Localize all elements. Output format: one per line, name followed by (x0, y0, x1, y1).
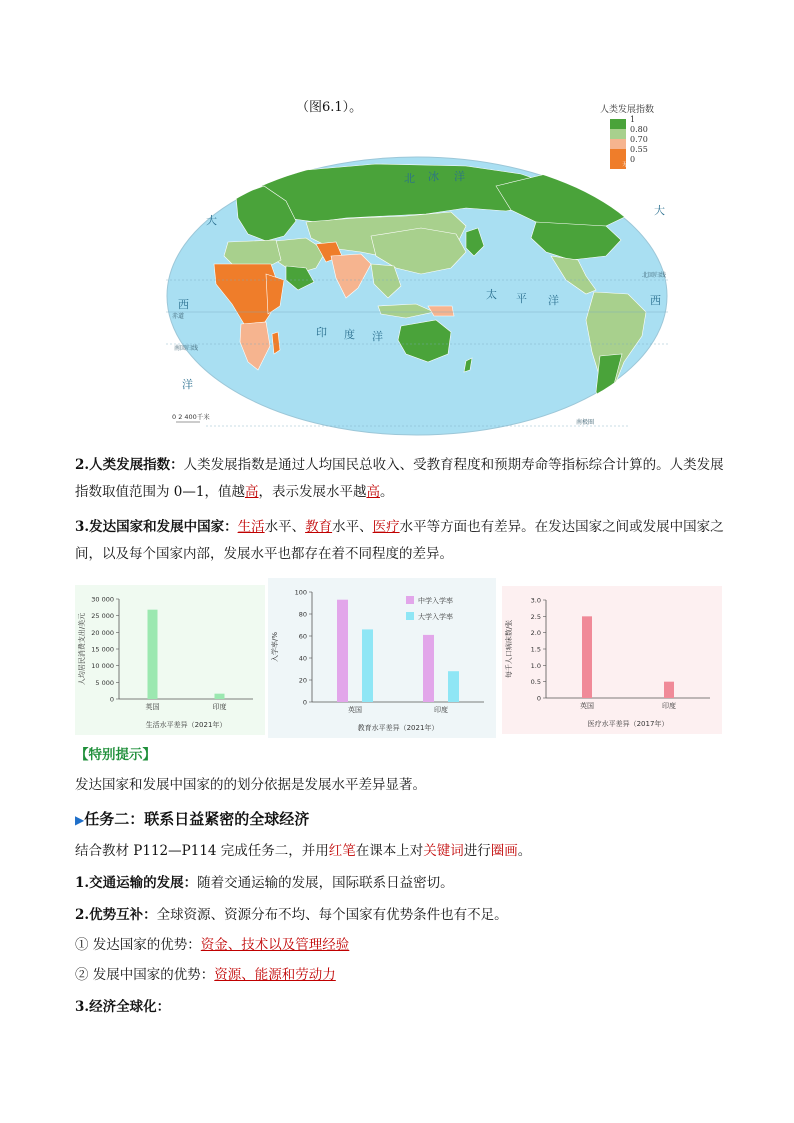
x-tick-label: 印度 (662, 702, 676, 710)
legend-label: 大学入学率 (418, 613, 453, 621)
chart-svg (502, 586, 722, 734)
y-axis-label: 入学率/% (271, 631, 279, 663)
item-complementary (75, 902, 735, 929)
ocean-label: 西 (178, 298, 189, 311)
developed-answer: 资金、技术以及管理经验 (200, 937, 350, 953)
y-axis-label: 人均居民消费支出/美元 (78, 612, 86, 686)
equator-label: 赤道 (172, 313, 185, 320)
answer-living: 生活 (237, 519, 265, 535)
instr-c: 进行 (463, 843, 491, 859)
developing-lead: ② 发展中国家的优势： (75, 967, 215, 983)
bar (448, 671, 459, 702)
y-tick-label: 25 000 (91, 612, 114, 621)
answer-high-1: 高 (244, 484, 259, 500)
ocean-label: 洋 (454, 170, 465, 183)
legend-value: 0.55 (630, 145, 648, 154)
item-globalization (75, 994, 735, 1021)
y-tick-label: 20 000 (91, 628, 114, 637)
chart-background (502, 586, 722, 734)
y-tick-label: 15 000 (91, 645, 114, 654)
chart-living-standard (75, 585, 265, 735)
globalization-lead: 3.经济全球化： (75, 999, 171, 1015)
x-tick-label: 印度 (434, 706, 448, 714)
ocean-label: 太 (486, 288, 497, 301)
x-tick-label: 英国 (348, 706, 362, 714)
answer-high-2: 高 (366, 484, 380, 500)
task-instruction (75, 838, 735, 865)
ocean-label: 西 (650, 294, 661, 307)
ocean-label: 平 (516, 292, 527, 305)
ocean-label: 北 (404, 172, 415, 185)
legend-swatch-high (610, 129, 626, 139)
bar (148, 610, 158, 699)
legend-value: 1 (630, 115, 636, 124)
ocean-label: 冰 (428, 170, 439, 183)
chart-title: 生活水平差异（2021年） (145, 721, 227, 729)
dev-sep2: 水平、 (332, 519, 373, 535)
hdi-end: 。 (379, 484, 394, 500)
world-hdi-map (166, 156, 668, 436)
instr-red-pen: 红笔 (328, 843, 356, 859)
y-tick-label: 80 (298, 610, 307, 619)
item-transport (75, 870, 735, 897)
complementary-lead: 2.优势互补： (75, 907, 157, 923)
figure-caption: （图6.1）。 (296, 100, 363, 115)
paragraph-hdi (75, 452, 735, 506)
hint-body: 发达国家和发展中国家的的划分依据是发展水平差异显著。 (75, 777, 426, 793)
y-tick-label: 10 000 (91, 662, 114, 671)
legend-title: 人类发展指数 (600, 105, 655, 115)
bar (664, 682, 674, 698)
x-tick-label: 英国 (145, 703, 160, 711)
y-tick-label: 40 (298, 654, 307, 663)
chart-svg (75, 585, 265, 735)
answer-education: 教育 (305, 519, 333, 535)
hdi-body: 人类发展指数是通过人均国民总收入、受教育程度和预期寿命等指标综合计算的。人类发展指数取值范围为 0—1，值越 (75, 457, 724, 500)
bar (337, 600, 348, 702)
tropic-south-label: 南回归线 (174, 345, 199, 352)
y-tick-label: 100 (294, 588, 307, 597)
instr-keywords: 关键词 (423, 843, 464, 859)
hint-title (75, 742, 735, 769)
developing-answer: 资源、能源和劳动力 (214, 967, 336, 983)
y-tick-label: 5 000 (95, 678, 114, 687)
ocean-label: 大 (654, 204, 665, 217)
y-tick-label: 2.0 (530, 629, 541, 638)
instr-d: 。 (517, 843, 532, 859)
legend-value: 0 (630, 155, 636, 164)
legend-nodata-label: 无数据 (622, 162, 628, 184)
ocean-label: 大 (206, 214, 217, 227)
y-tick-label: 0 (536, 694, 541, 703)
legend-label: 中学入学率 (418, 597, 453, 605)
bar (215, 694, 225, 699)
instr-a: 结合教材 P112—P114 完成任务二，并用 (75, 843, 329, 859)
bar (362, 629, 373, 702)
ocean-label: 洋 (372, 330, 383, 343)
advantage-developed (75, 932, 735, 959)
complementary-body: 全球资源、资源分布不均、每个国家有优势条件也有不足。 (156, 907, 508, 923)
chart-svg (268, 578, 496, 738)
tropic-north-label: 北回归线 (642, 272, 667, 279)
ocean-label: 印 (316, 326, 327, 339)
y-tick-label: 0 (109, 695, 114, 704)
dev-lead: 3.发达国家和发展中国家： (75, 519, 238, 535)
y-tick-label: 0 (302, 698, 307, 707)
y-tick-label: 1.0 (530, 661, 541, 670)
scale-bar (172, 412, 210, 422)
ocean-label: 洋 (548, 294, 559, 307)
hint-title-text: 【特别提示】 (75, 747, 156, 763)
polar-south-label: 南极圈 (576, 419, 595, 426)
bar (582, 616, 592, 698)
legend-swatch-very-high (610, 119, 626, 129)
legend-swatch (406, 596, 414, 604)
y-tick-label: 30 000 (91, 595, 114, 604)
y-tick-label: 0.5 (530, 678, 541, 687)
chart-title: 教育水平差异（2021年） (357, 724, 439, 732)
legend-value: 0.70 (630, 135, 648, 144)
ocean-label: 洋 (182, 378, 193, 391)
y-tick-label: 20 (298, 676, 307, 685)
instr-b: 在课本上对 (355, 843, 424, 859)
instr-circle: 圈画 (490, 843, 518, 859)
paragraph-developed-developing (75, 514, 735, 568)
x-tick-label: 印度 (212, 703, 227, 711)
chart-education (268, 578, 496, 738)
transport-lead: 1.交通运输的发展： (75, 875, 198, 891)
dev-sep1: 水平、 (264, 519, 306, 535)
answer-medical: 医疗 (372, 519, 400, 535)
y-tick-label: 3.0 (530, 596, 541, 605)
legend-swatch-medium (610, 139, 626, 149)
y-tick-label: 60 (298, 632, 307, 641)
hdi-mid: ，表示发展水平越 (258, 484, 367, 500)
x-tick-label: 英国 (580, 702, 594, 710)
y-axis-label: 每千人口病床数/张 (505, 619, 513, 679)
chart-background (75, 585, 265, 735)
greenland (606, 164, 656, 190)
hdi-lead: 2.人类发展指数： (75, 457, 184, 473)
advantage-developing (75, 962, 735, 989)
dev-rest: 水平等方面也有差异。在发达国家之间或发展中国家之间，以及每个国家内部，发展水平也都存在着不同程度的差异。 (75, 519, 724, 562)
developed-lead: ① 发达国家的优势： (75, 937, 201, 953)
scale-label: 0 2 400千米 (172, 413, 210, 421)
bar (423, 635, 434, 702)
y-tick-label: 2.5 (530, 612, 541, 621)
task-two-title: 任务二：联系日益紧密的全球经济 (84, 810, 310, 828)
chart-title: 医疗水平差异（2017年） (587, 720, 669, 728)
legend-value: 0.80 (630, 125, 648, 134)
legend-swatch (406, 612, 414, 620)
chart-medical (502, 586, 722, 734)
y-tick-label: 1.5 (530, 645, 541, 654)
transport-body: 随着交通运输的发展，国际联系日益密切。 (197, 875, 454, 891)
southern-cone (596, 354, 622, 408)
task-two-heading (75, 806, 735, 834)
triangle-icon: ▶ (75, 813, 85, 827)
ocean-label: 度 (344, 328, 355, 341)
